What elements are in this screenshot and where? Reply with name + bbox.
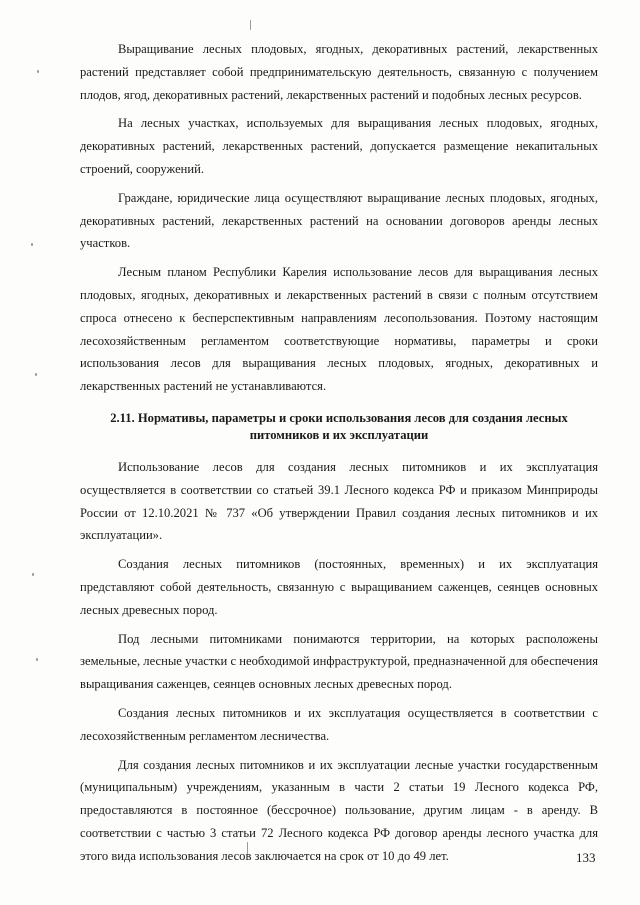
document-body (80, 38, 598, 874)
scan-speck (37, 70, 39, 73)
paragraph: Под лесными питомниками понимаются территории, на которых расположены земельные, лесные участки с необходимой инфраструктурой, предназначенной для обеспечения выращивания саженцев, сеянцев основных лесных древесных пород. (80, 631, 598, 692)
paragraph: Для создания лесных питомников и их эксплуатации лесные участки государственным (муниципальным) учреждениям, указанным в части 2 статьи 19 Лесного кодекса РФ, предоставляются в постоянное (бессрочное) пользование, другим лицам - в аренду. В соответствии с частью 3 статьи 72 Лесного кодекса РФ договор аренды лесного участка для этого вида использования лесов заключается на срок от 10 до 49 лет. (80, 757, 598, 863)
scan-speck (32, 573, 34, 576)
page-number: 133 (576, 850, 596, 865)
paragraph: На лесных участках, используемых для выращивания лесных плодовых, ягодных, декоративных растений, лекарственных растений, допускается размещение некапитальных строений, сооружений. (80, 116, 598, 176)
scan-speck (36, 658, 38, 661)
paragraph: Использование лесов для создания лесных питомников и их эксплуатация осуществляется в соответствии со статьей 39.1 Лесного кодекса РФ и приказом Минприроды России от 12.10.2021 № 737 «Об утверждении Правил создания лесных питомников и их эксплуатации». (80, 459, 598, 543)
scan-speck (31, 243, 33, 246)
paragraph: Лесным планом Республики Карелия использование лесов для выращивания лесных плодовых, ягодных, декоративных и лекарственных растений в связи с полным отсутствием спроса отнесено к бесперспективным направлениям лесопользования. Поэтому настоящим лесохозяйственным регламентом соответствующие нормативы, параметры и сроки использования лесов для выращивания лесных плодовых, ягодных, декоративных и лекарственных растений не устанавливаются. (80, 265, 598, 394)
paragraph: Выращивание лесных плодовых, ягодных, декоративных растений, лекарственных растений представляет собой предпринимательскую деятельность, связанную с получением плодов, ягод, декоративных растений, лекарственных растений и подобных лесных ресурсов. (80, 42, 598, 102)
paragraph: Граждане, юридические лица осуществляют выращивание лесных плодовых, ягодных, декоративных растений, лекарственных растений на основании договоров аренды лесных участков. (80, 190, 598, 251)
section-heading: 2.11. Нормативы, параметры и сроки использования лесов для создания лесных питомников и их эксплуатации (110, 410, 568, 442)
paragraph: Создания лесных питомников (постоянных, временных) и их эксплуатация представляют собой деятельность, связанную с выращиванием саженцев, сеянцев основных лесных древесных пород. (80, 557, 598, 617)
scan-speck (250, 20, 251, 30)
paragraph: Создания лесных питомников и их эксплуатация осуществляется в соответствии с лесохозяйственным регламентом лесничества. (80, 705, 598, 743)
scan-speck (35, 373, 37, 376)
